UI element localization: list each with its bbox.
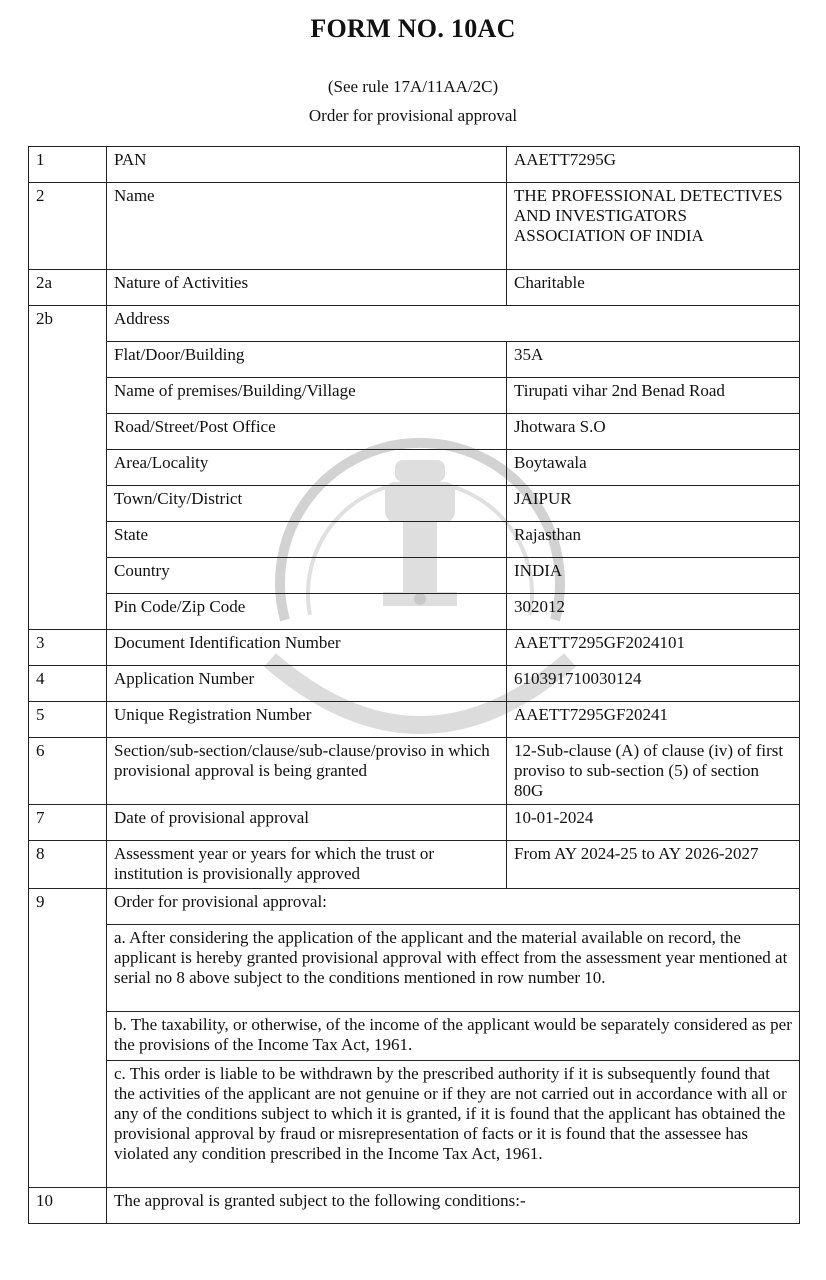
field-value: Boytawala <box>507 450 800 486</box>
row-number: 2 <box>29 183 107 270</box>
field-value: Rajasthan <box>507 522 800 558</box>
table-row <box>29 378 800 414</box>
table-row <box>29 1012 800 1061</box>
field-label: Assessment year or years for which the trust or institution is provisionally approved <box>107 841 507 889</box>
field-label: Name <box>107 183 507 270</box>
field-value: Jhotwara S.O <box>507 414 800 450</box>
field-label: Pin Code/Zip Code <box>107 594 507 630</box>
field-value: 35A <box>507 342 800 378</box>
field-label: Section/sub-section/clause/sub-clause/proviso in which provisional approval is being granted <box>107 738 507 805</box>
field-value: 610391710030124 <box>507 666 800 702</box>
table-row <box>29 486 800 522</box>
field-value: 12-Sub-clause (A) of clause (iv) of first proviso to sub-section (5) of section 80G <box>507 738 800 805</box>
row-number: 2b <box>29 306 107 342</box>
table-row <box>29 522 800 558</box>
field-value: Charitable <box>507 270 800 306</box>
table-row <box>29 450 800 486</box>
table-row <box>29 702 800 738</box>
field-value: INDIA <box>507 558 800 594</box>
field-label: Document Identification Number <box>107 630 507 666</box>
field-value: THE PROFESSIONAL DETECTIVES AND INVESTIGATORS ASSOCIATION OF INDIA <box>507 183 800 270</box>
order-heading: Order for provisional approval: <box>107 889 800 925</box>
field-value: AAETT7295G <box>507 147 800 183</box>
table-row <box>29 1061 800 1188</box>
field-label: Country <box>107 558 507 594</box>
field-label: Flat/Door/Building <box>107 342 507 378</box>
field-label: State <box>107 522 507 558</box>
row-number: 7 <box>29 805 107 841</box>
table-row <box>29 805 800 841</box>
order-clause-c: c. This order is liable to be withdrawn by the prescribed authority if it is subsequently found that the activities of the applicant are not genuine or if they are not carried out in accordance with all or any of the conditions subject to which it is granted, if it is found that the applicant has obtained the provisional approval by fraud or misrepresentation of facts or it is found that the assessee has violated any condition prescribed in the Income Tax Act, 1961. <box>107 1061 800 1188</box>
row-number: 5 <box>29 702 107 738</box>
field-value: 302012 <box>507 594 800 630</box>
field-value: 10-01-2024 <box>507 805 800 841</box>
table-row <box>29 1188 800 1224</box>
approval-form-table <box>28 146 800 1224</box>
table-row <box>29 147 800 183</box>
table-row <box>29 414 800 450</box>
field-value: Tirupati vihar 2nd Benad Road <box>507 378 800 414</box>
field-value: AAETT7295GF20241 <box>507 702 800 738</box>
field-label: Date of provisional approval <box>107 805 507 841</box>
field-value: JAIPUR <box>507 486 800 522</box>
table-row <box>29 342 800 378</box>
order-clause-a: a. After considering the application of the applicant and the material available on record, the applicant is hereby granted provisional approval with effect from the assessment year mentioned at serial no 8 above subject to the conditions mentioned in row number 10. <box>107 925 800 1012</box>
page-title: FORM NO. 10AC <box>310 14 516 43</box>
field-label: Address <box>107 306 800 342</box>
rule-reference: (See rule 17A/11AA/2C) <box>327 77 499 96</box>
table-row <box>29 889 800 925</box>
order-clause-b: b. The taxability, or otherwise, of the income of the applicant would be separately considered as per the provisions of the Income Tax Act, 1961. <box>107 1012 800 1061</box>
table-row <box>29 558 800 594</box>
row-number: 8 <box>29 841 107 889</box>
table-row <box>29 925 800 1012</box>
table-row <box>29 630 800 666</box>
row-number: 10 <box>29 1188 107 1224</box>
row-number: 2a <box>29 270 107 306</box>
conditions-heading: The approval is granted subject to the following conditions:- <box>107 1188 800 1224</box>
table-row <box>29 183 800 270</box>
field-label: Area/Locality <box>107 450 507 486</box>
table-row <box>29 738 800 805</box>
field-label: Nature of Activities <box>107 270 507 306</box>
row-number: 6 <box>29 738 107 805</box>
field-label: Name of premises/Building/Village <box>107 378 507 414</box>
field-label: Unique Registration Number <box>107 702 507 738</box>
table-row <box>29 666 800 702</box>
row-number: 3 <box>29 630 107 666</box>
row-number: 4 <box>29 666 107 702</box>
form-subtitle: Order for provisional approval <box>308 106 518 125</box>
field-value: AAETT7295GF2024101 <box>507 630 800 666</box>
field-label: Application Number <box>107 666 507 702</box>
table-row <box>29 270 800 306</box>
field-label: Road/Street/Post Office <box>107 414 507 450</box>
table-row <box>29 594 800 630</box>
row-number: 9 <box>29 889 107 925</box>
table-row <box>29 841 800 889</box>
table-row <box>29 306 800 342</box>
field-label: PAN <box>107 147 507 183</box>
row-number: 1 <box>29 147 107 183</box>
field-label: Town/City/District <box>107 486 507 522</box>
field-value: From AY 2024-25 to AY 2026-2027 <box>507 841 800 889</box>
